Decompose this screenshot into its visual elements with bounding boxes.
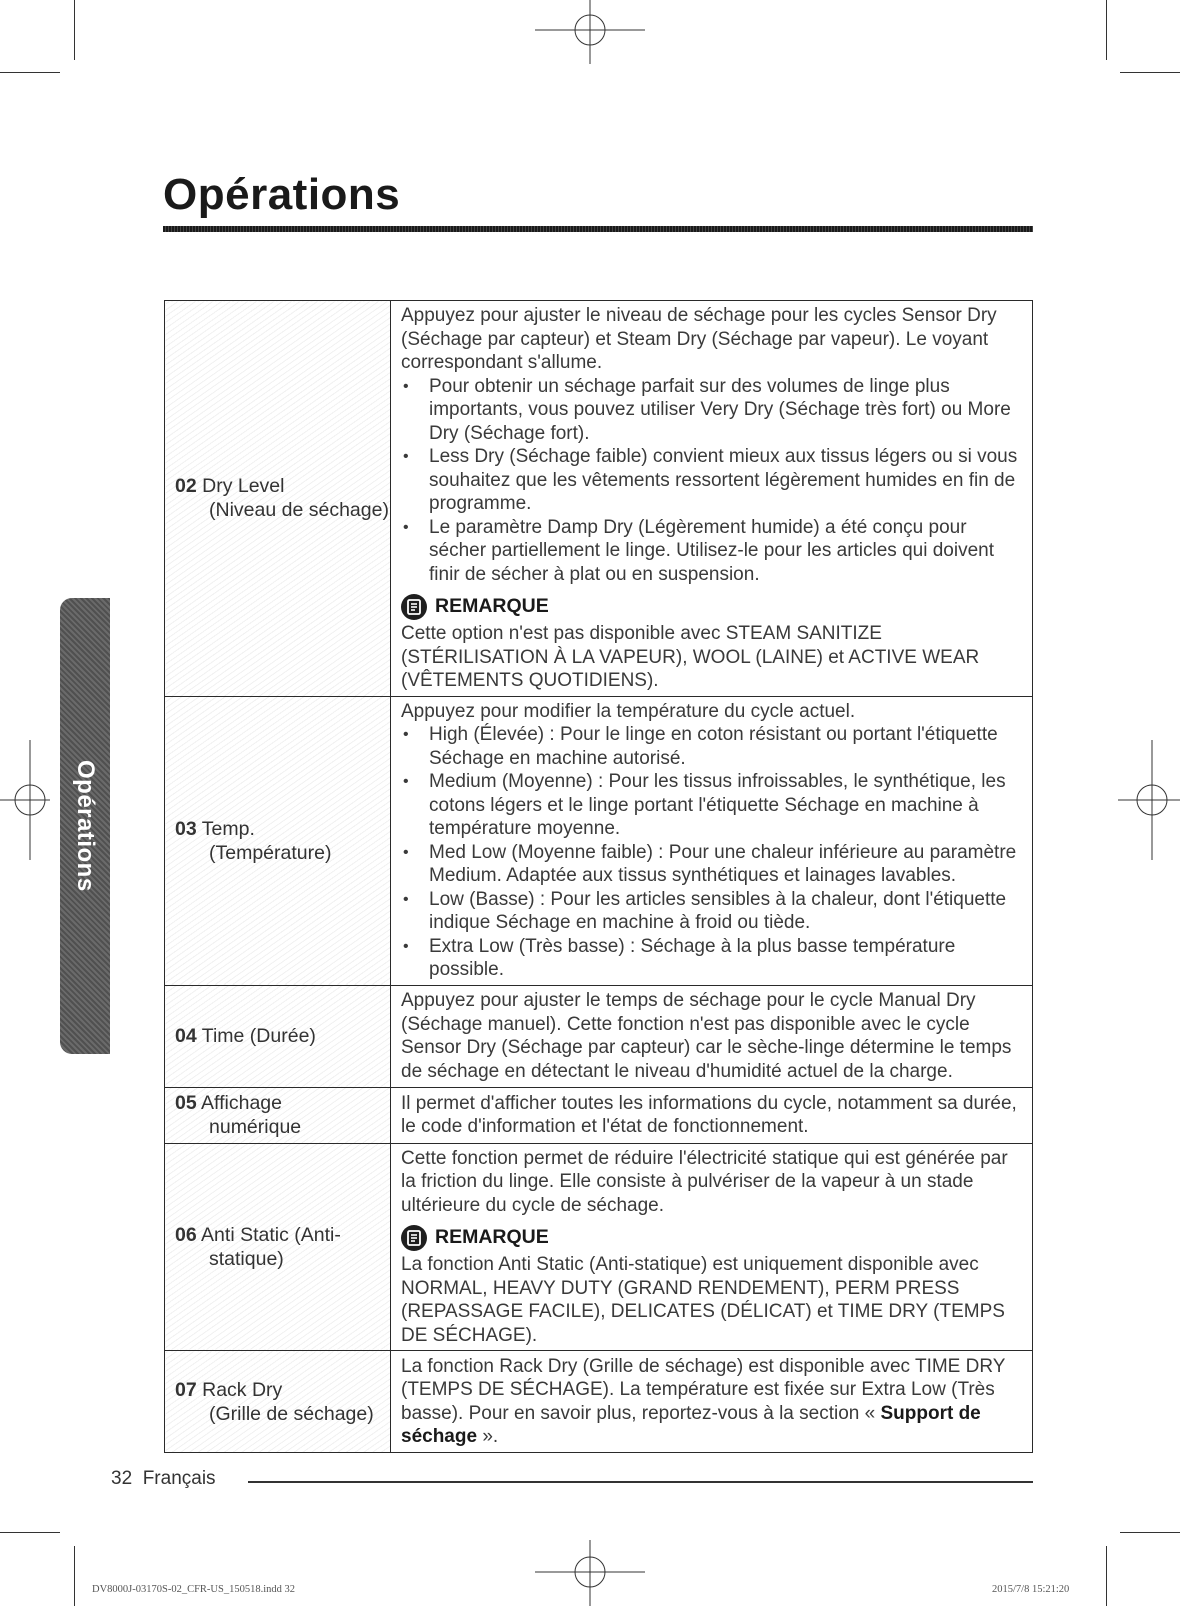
- table-row: [165, 1351, 1033, 1453]
- table-row: [165, 1087, 1033, 1143]
- crop-mark: [1120, 1532, 1180, 1533]
- registration-mark-bottom: [535, 1540, 645, 1606]
- page-footer: [111, 1468, 216, 1490]
- row-title: Rack Dry: [202, 1378, 283, 1401]
- cross-reference-link[interactable]: Support de séchage: [401, 1402, 981, 1447]
- row-number: 02: [175, 475, 197, 498]
- settings-table: [164, 300, 1033, 1453]
- row-description: [391, 1143, 1033, 1351]
- registration-mark-right: [1118, 740, 1180, 860]
- row-title: Dry Level: [202, 475, 285, 498]
- row-label: [165, 696, 391, 985]
- crop-mark: [1106, 0, 1107, 60]
- row-number: 07: [175, 1378, 197, 1401]
- row-label: [165, 1351, 391, 1453]
- bullet-list: [401, 723, 1022, 982]
- description-text-part: La fonction Rack Dry (Grille de séchage) est disponible avec TIME DRY (TEMPS DE SÉCHAGE). La température est fixée sur Extra Low (Très basse). Pour en savoir plus, reportez-vous à la section «: [401, 1355, 1006, 1424]
- print-slug-file: DV8000J-03170S-02_CFR-US_150518.indd 32: [92, 1584, 296, 1595]
- description-text: Appuyez pour ajuster le niveau de séchage pour les cycles Sensor Dry (Séchage par capteur) et Steam Dry (Séchage par vapeur). Le voyant correspondant s'allume.: [401, 305, 997, 373]
- print-slug-date: 2015/7/8 15:21:20: [992, 1584, 1070, 1595]
- list-item: • Le paramètre Damp Dry (Légèrement humide) a été conçu pour sécher partiellement le linge. Utilisez-le pour les articles qui doivent finir de sécher à plat ou en suspension.: [401, 516, 1022, 587]
- page-title: Opérations: [163, 170, 401, 219]
- row-subtitle: (Grille de séchage): [209, 1402, 374, 1425]
- note-text: Cette option n'est pas disponible avec STEAM SANITIZE (STÉRILISATION À LA VAPEUR), WOOL (LAINE) et ACTIVE WEAR (VÊTEMENTS QUOTIDIENS).: [401, 623, 980, 691]
- description-text: [401, 1355, 1022, 1449]
- crop-mark: [1120, 72, 1180, 73]
- description-text: Cette fonction permet de réduire l'électricité statique qui est générée par la friction du linge. Elle consiste à pulvériser de la vapeur à un stade ultérieure du cycle de séchage.: [401, 1147, 1008, 1216]
- note-icon: [401, 594, 427, 620]
- list-item: • Med Low (Moyenne faible) : Pour une chaleur inférieure au paramètre Medium. Adaptée aux tissus synthétiques et lainages lavables.: [401, 841, 1022, 888]
- side-tab-label: Opérations: [72, 760, 99, 892]
- description-text-part: ».: [477, 1426, 499, 1447]
- list-item: • Low (Basse) : Pour les articles sensibles à la chaleur, dont l'étiquette indique Séchage en machine à froid ou tiède.: [401, 888, 1022, 935]
- list-item: • High (Élevée) : Pour le linge en coton résistant ou portant l'étiquette Séchage en machine autorisé.: [401, 723, 1022, 770]
- row-subtitle: (Température): [209, 841, 332, 864]
- note-icon: [401, 1225, 427, 1251]
- note-heading: [401, 594, 1022, 620]
- note-title: REMARQUE: [435, 1226, 549, 1249]
- row-description: [391, 985, 1033, 1087]
- row-subtitle: numérique: [209, 1116, 302, 1138]
- row-title: Temp.: [201, 817, 255, 840]
- table-row: [165, 696, 1033, 985]
- row-title: Affichage: [201, 1092, 282, 1114]
- table-row: [165, 301, 1033, 697]
- row-label: [165, 985, 391, 1087]
- row-title: Time (Durée): [201, 1025, 316, 1047]
- list-item: • Pour obtenir un séchage parfait sur des volumes de linge plus importants, vous pouvez utiliser Very Dry (Séchage très fort) ou More Dry (Séchage fort).: [401, 375, 1022, 446]
- description-text: Il permet d'afficher toutes les informations du cycle, notamment sa durée, le code d'information et l'état de fonctionnement.: [401, 1092, 1017, 1137]
- table-row: [165, 985, 1033, 1087]
- page-number: 32: [111, 1468, 133, 1489]
- list-item: • Extra Low (Très basse) : Séchage à la plus basse température possible.: [401, 935, 1022, 982]
- row-subtitle: (Niveau de séchage): [209, 499, 389, 522]
- row-description: [391, 1351, 1033, 1453]
- row-description: [391, 1087, 1033, 1143]
- crop-mark: [0, 1532, 60, 1533]
- crop-mark: [74, 0, 75, 60]
- side-tab-label-wrap: [60, 598, 110, 1054]
- row-description: [391, 696, 1033, 985]
- row-subtitle: statique): [209, 1247, 284, 1270]
- registration-mark-top: [535, 0, 645, 64]
- row-description: [391, 301, 1033, 697]
- row-label: [165, 1143, 391, 1351]
- header-rule: [163, 226, 1033, 232]
- description-text: Appuyez pour ajuster le temps de séchage pour le cycle Manual Dry (Séchage manuel). Cette fonction n'est pas disponible avec le cycle Sensor Dry (Séchage par capteur) car le sèche-linge détermine le temps de séchage en détectant le niveau d'humidité actuel de la charge.: [401, 990, 1012, 1082]
- bullet-list: [401, 375, 1022, 587]
- row-label: [165, 1087, 391, 1143]
- note-heading: [401, 1225, 1022, 1251]
- table-row: [165, 1143, 1033, 1351]
- row-title: Anti Static (Anti-: [201, 1223, 341, 1246]
- note-title: REMARQUE: [435, 595, 549, 618]
- crop-mark: [1106, 1546, 1107, 1606]
- footer-rule: [248, 1481, 1033, 1483]
- list-item: • Less Dry (Séchage faible) convient mieux aux tissus légers ou si vous souhaitez que les vêtements ressortent légèrement humides en fin de programme.: [401, 445, 1022, 516]
- row-number: 03: [175, 817, 197, 840]
- list-item: • Medium (Moyenne) : Pour les tissus infroissables, le synthétique, les cotons légers et le linge portant l'étiquette Séchage en machine à température moyenne.: [401, 770, 1022, 841]
- row-number: 06: [175, 1223, 197, 1246]
- row-number: 05: [175, 1092, 197, 1114]
- description-text: Appuyez pour modifier la température du cycle actuel.: [401, 700, 856, 722]
- note-text: La fonction Anti Static (Anti-statique) est uniquement disponible avec NORMAL, HEAVY DUTY (GRAND RENDEMENT), PERM PRESS (REPASSAGE FACILE), DELICATES (DÉLICAT) et TIME DRY (TEMPS DE SÉCHAGE).: [401, 1254, 1005, 1346]
- crop-mark: [0, 72, 60, 73]
- registration-mark-left: [0, 740, 50, 860]
- row-label: [165, 301, 391, 697]
- footer-language: Français: [142, 1468, 216, 1489]
- crop-mark: [74, 1546, 75, 1606]
- row-number: 04: [175, 1025, 197, 1047]
